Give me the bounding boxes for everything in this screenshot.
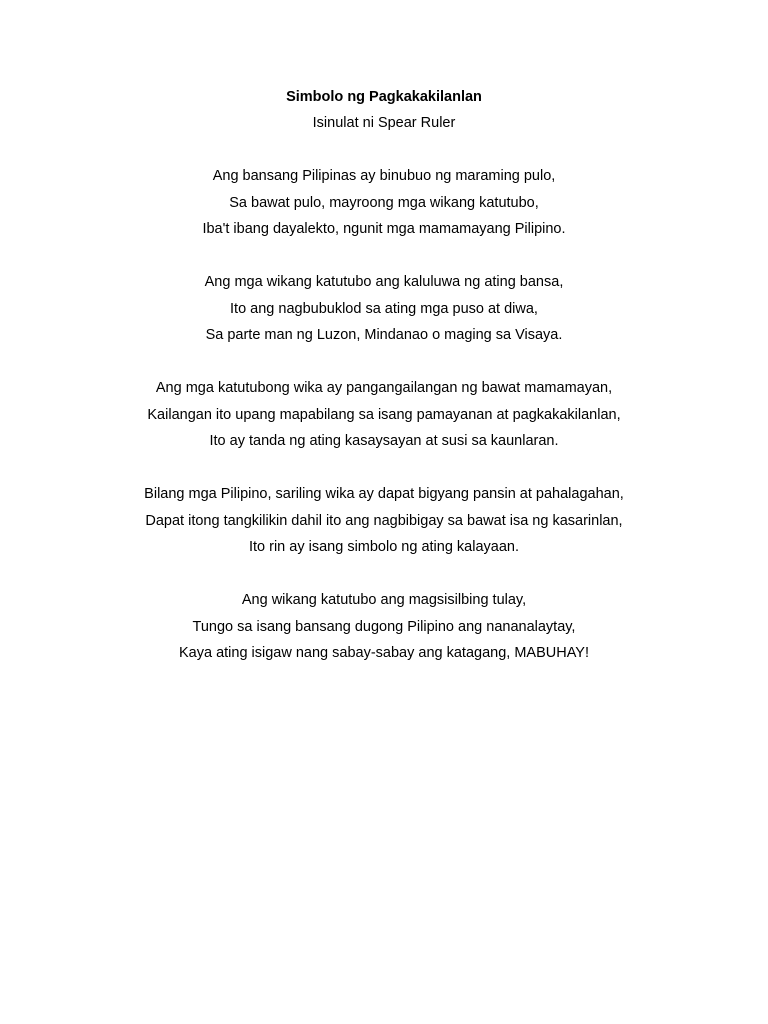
poem-line: Ito ang nagbubuklod sa ating mga puso at diwa, — [230, 300, 538, 317]
poem-line: Ito ay tanda ng ating kasaysayan at susi sa kaunlaran. — [209, 433, 559, 450]
stanza-1 — [0, 166, 768, 246]
poem-author: Isinulat ni Spear Ruler — [312, 115, 456, 131]
poem-line: Dapat itong tangkilikin dahil ito ang nagbibigay sa bawat isa ng kasarinlan, — [145, 512, 623, 529]
poem-title: Simbolo ng Pagkakakilanlan — [286, 89, 482, 105]
poem-line: Ito rin ay isang simbolo ng ating kalayaan. — [248, 539, 520, 556]
stanza-4 — [0, 484, 768, 564]
stanza-5 — [0, 590, 768, 670]
poem-line: Bilang mga Pilipino, sariling wika ay dapat bigyang pansin at pahalagahan, — [144, 486, 624, 502]
poem-line: Sa bawat pulo, mayroong mga wikang katutubo, — [229, 194, 539, 211]
stanza-2 — [0, 272, 768, 352]
poem-line: Ang mga katutubong wika ay pangangailangan ng bawat mamamayan, — [155, 380, 613, 396]
poem-line: Kaya ating isigaw nang sabay-sabay ang katagang, MABUHAY! — [178, 645, 589, 662]
poem-line: Iba't ibang dayalekto, ngunit mga mamamayang Pilipino. — [202, 221, 566, 238]
poem-line: Kailangan ito upang mapabilang sa isang pamayanan at pagkakakilanlan, — [147, 406, 621, 423]
poem-line: Sa parte man ng Luzon, Mindanao o maging sa Visaya. — [205, 327, 563, 344]
poem-line: Ang wikang katutubo ang magsisilbing tulay, — [241, 592, 527, 608]
poem-line: Ang bansang Pilipinas ay binubuo ng maraming pulo, — [212, 168, 556, 184]
stanza-3 — [0, 378, 768, 458]
poem-line: Tungo sa isang bansang dugong Pilipino ang nananalaytay, — [192, 618, 576, 635]
poem-line: Ang mga wikang katutubo ang kaluluwa ng ating bansa, — [204, 274, 564, 290]
